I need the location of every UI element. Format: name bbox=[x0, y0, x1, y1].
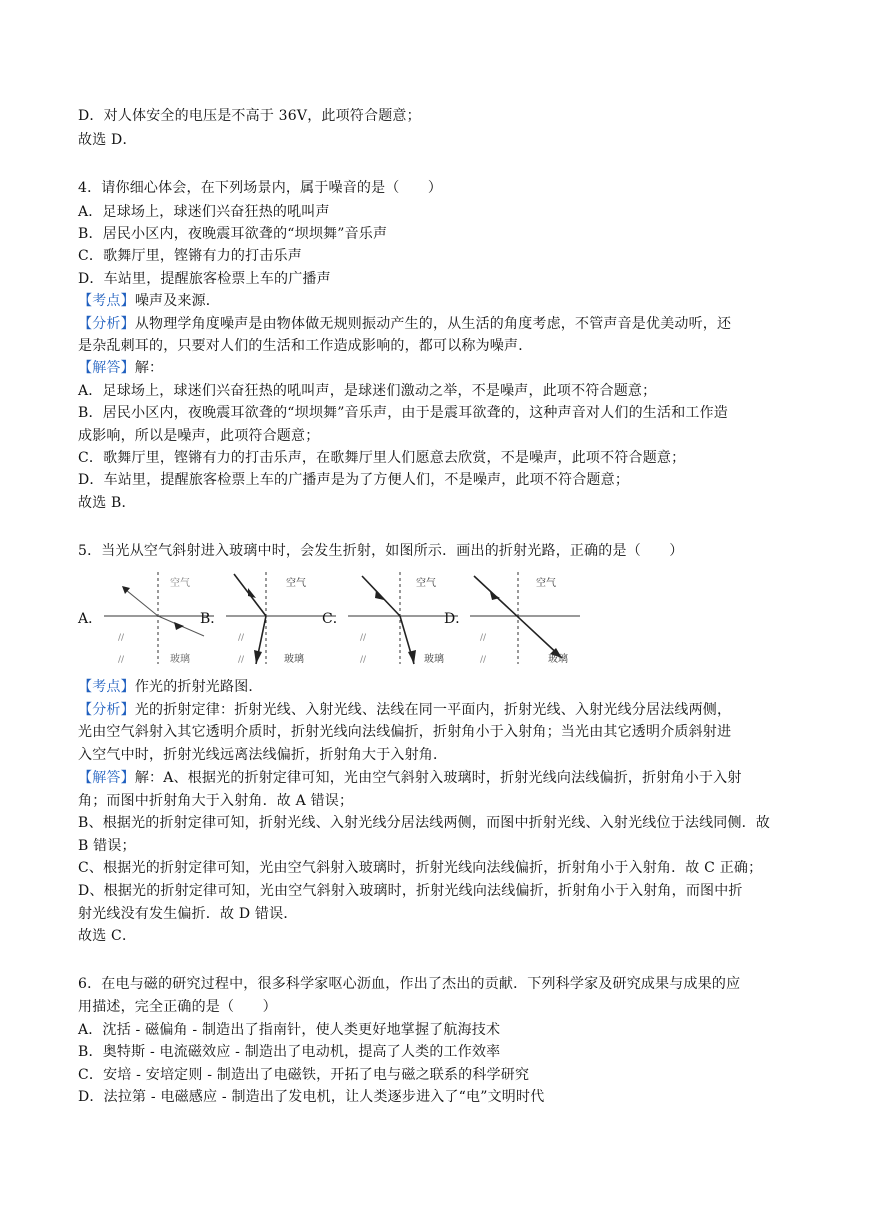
q5-stem: 5．当光从空气斜射进入玻璃中时，会发生折射，如图所示．画出的折射光路，正确的是（ ） bbox=[78, 543, 684, 559]
svg-text://: // bbox=[238, 655, 245, 665]
q4-answer-b1: B．居民小区内，夜晚震耳欲聋的“坝坝舞”音乐声，由于是震耳欲聋的，这种声音对人们的生活和工作造 bbox=[78, 405, 728, 421]
q3-answer: 故选 D． bbox=[78, 132, 137, 148]
q5-fenxi-3: 入空气中时，折射光线远离法线偏折，折射角大于入射角． bbox=[78, 747, 448, 763]
q4-option-c: C．歌舞厅里，铿锵有力的打击乐声 bbox=[78, 248, 302, 264]
fenxi-tag: 【分析】 bbox=[78, 316, 135, 332]
q4-answer-c: C．歌舞厅里，铿锵有力的打击乐声，在歌舞厅里人们愿意去欣赏，不是噪声，此项不符合题意； bbox=[78, 450, 686, 466]
figure-label-a: A． bbox=[78, 611, 103, 627]
q4-fenxi-cont: 是杂乱刺耳的，只要对人们的生活和工作造成影响的，都可以称为噪声． bbox=[78, 338, 533, 354]
glass-label-d: 玻璃 bbox=[548, 654, 568, 665]
q4-fenxi bbox=[78, 314, 731, 334]
kaodian-text: 噪声及来源． bbox=[134, 293, 221, 309]
air-label-d: 空气 bbox=[536, 578, 556, 589]
jieda-tag: 【解答】 bbox=[78, 360, 135, 376]
q5-jieda-3: B、根据光的折射定律可知，折射光线、入射光线分居法线两侧，而图中折射光线、入射光线位于法线同侧．故 bbox=[78, 815, 771, 831]
svg-text://: // bbox=[118, 633, 125, 643]
q5-jieda bbox=[78, 768, 742, 788]
q5-figure-row bbox=[78, 566, 578, 666]
air-label-c: 空气 bbox=[416, 578, 436, 589]
q6-option-b: B．奥特斯 - 电流磁效应 - 制造出了电动机，提高了人类的工作效率 bbox=[78, 1044, 501, 1060]
q6-option-d: D．法拉第 - 电磁感应 - 制造出了发电机，让人类逐步进入了“电”文明时代 bbox=[78, 1089, 545, 1105]
q4-answer-d: D．车站里，提醒旅客检票上车的广播声是为了方便人们，不是噪声，此项不符合题意； bbox=[78, 472, 630, 488]
q4-jieda bbox=[78, 358, 163, 378]
air-label-b: 空气 bbox=[286, 578, 306, 589]
jieda-text: 解：A、根据光的折射定律可知，光由空气斜射入玻璃时，折射光线向法线偏折，折射角小于入射 bbox=[134, 770, 742, 786]
q5-jieda-4: B 错误； bbox=[78, 838, 136, 854]
q3-option-d: D．对人体安全的电压是不高于 36V，此项符合题意； bbox=[78, 108, 421, 124]
q5-fenxi-2: 光由空气斜射入其它透明介质时，折射光线向法线偏折，折射角小于入射角；当光由其它透明介质斜射进 bbox=[78, 724, 732, 740]
q6-stem-1: 6．在电与磁的研究过程中，很多科学家呕心沥血，作出了杰出的贡献．下列科学家及研究成果与成果的应 bbox=[78, 976, 741, 992]
q5-fenxi bbox=[78, 700, 731, 720]
q4-option-b: B．居民小区内，夜晚震耳欲聋的“坝坝舞”音乐声 bbox=[78, 226, 388, 242]
q5-jieda-7: 射光线没有发生偏折．故 D 错误． bbox=[78, 906, 298, 922]
q6-option-a: A．沈括 - 磁偏角 - 制造出了指南针，使人类更好地掌握了航海技术 bbox=[78, 1022, 501, 1038]
kaodian-tag: 【考点】 bbox=[78, 293, 135, 309]
q4-stem: 4．请你细心体会，在下列场景内，属于噪音的是（ ） bbox=[78, 180, 443, 196]
figure-label-d: D． bbox=[444, 611, 470, 627]
q5-jieda-5: C、根据光的折射定律可知，光由空气斜射入玻璃时，折射光线向法线偏折，折射角小于入射角．故 C 正确； bbox=[78, 860, 763, 876]
q6-stem-2: 用描述，完全正确的是（ ） bbox=[78, 999, 277, 1015]
svg-text://: // bbox=[480, 633, 487, 643]
kaodian-text: 作光的折射光路图． bbox=[134, 679, 263, 695]
q4-kaodian bbox=[78, 291, 220, 311]
q5-jieda-6: D、根据光的折射定律可知，光由空气斜射入玻璃时，折射光线向法线偏折，折射角小于入射角，而图中折 bbox=[78, 883, 743, 899]
jieda-tag: 【解答】 bbox=[78, 770, 135, 786]
figure-label-c: C． bbox=[322, 611, 347, 627]
fenxi-text: 从物理学角度噪声是由物体做无规则振动产生的，从生活的角度考虑，不管声音是优美动听，还 bbox=[134, 316, 732, 332]
glass-label-b: 玻璃 bbox=[284, 654, 304, 665]
svg-text://: // bbox=[360, 655, 367, 665]
fenxi-text: 光的折射定律：折射光线、入射光线、法线在同一平面内，折射光线、入射光线分居法线两侧， bbox=[134, 702, 732, 718]
svg-text://: // bbox=[360, 633, 367, 643]
q4-answer-a: A．足球场上，球迷们兴奋狂热的吼叫声，是球迷们激动之举，不是噪声，此项不符合题意； bbox=[78, 383, 657, 399]
figure-d bbox=[466, 570, 584, 666]
q6-option-c: C．安培 - 安培定则 - 制造出了电磁铁，开拓了电与磁之联系的科学研究 bbox=[78, 1067, 530, 1083]
kaodian-tag: 【考点】 bbox=[78, 679, 135, 695]
svg-text://: // bbox=[118, 655, 125, 665]
q5-kaodian bbox=[78, 677, 263, 697]
air-label-a: 空气 bbox=[170, 578, 190, 589]
q5-answer: 故选 C． bbox=[78, 928, 137, 944]
q4-answer-b2: 成影响，所以是噪声，此项符合题意； bbox=[78, 428, 320, 444]
q4-option-d: D．车站里，提醒旅客检票上车的广播声 bbox=[78, 271, 331, 287]
q4-option-a: A．足球场上，球迷们兴奋狂热的吼叫声 bbox=[78, 204, 330, 220]
q4-answer: 故选 B． bbox=[78, 495, 136, 511]
jieda-text: 解： bbox=[134, 360, 164, 376]
svg-text://: // bbox=[238, 633, 245, 643]
glass-label-a: 玻璃 bbox=[170, 654, 190, 665]
svg-text://: // bbox=[480, 655, 487, 665]
glass-label-c: 玻璃 bbox=[424, 654, 444, 665]
figure-label-b: B． bbox=[200, 611, 225, 627]
q5-jieda-2: 角；而图中折射角大于入射角．故 A 错误； bbox=[78, 793, 354, 809]
fenxi-tag: 【分析】 bbox=[78, 702, 135, 718]
